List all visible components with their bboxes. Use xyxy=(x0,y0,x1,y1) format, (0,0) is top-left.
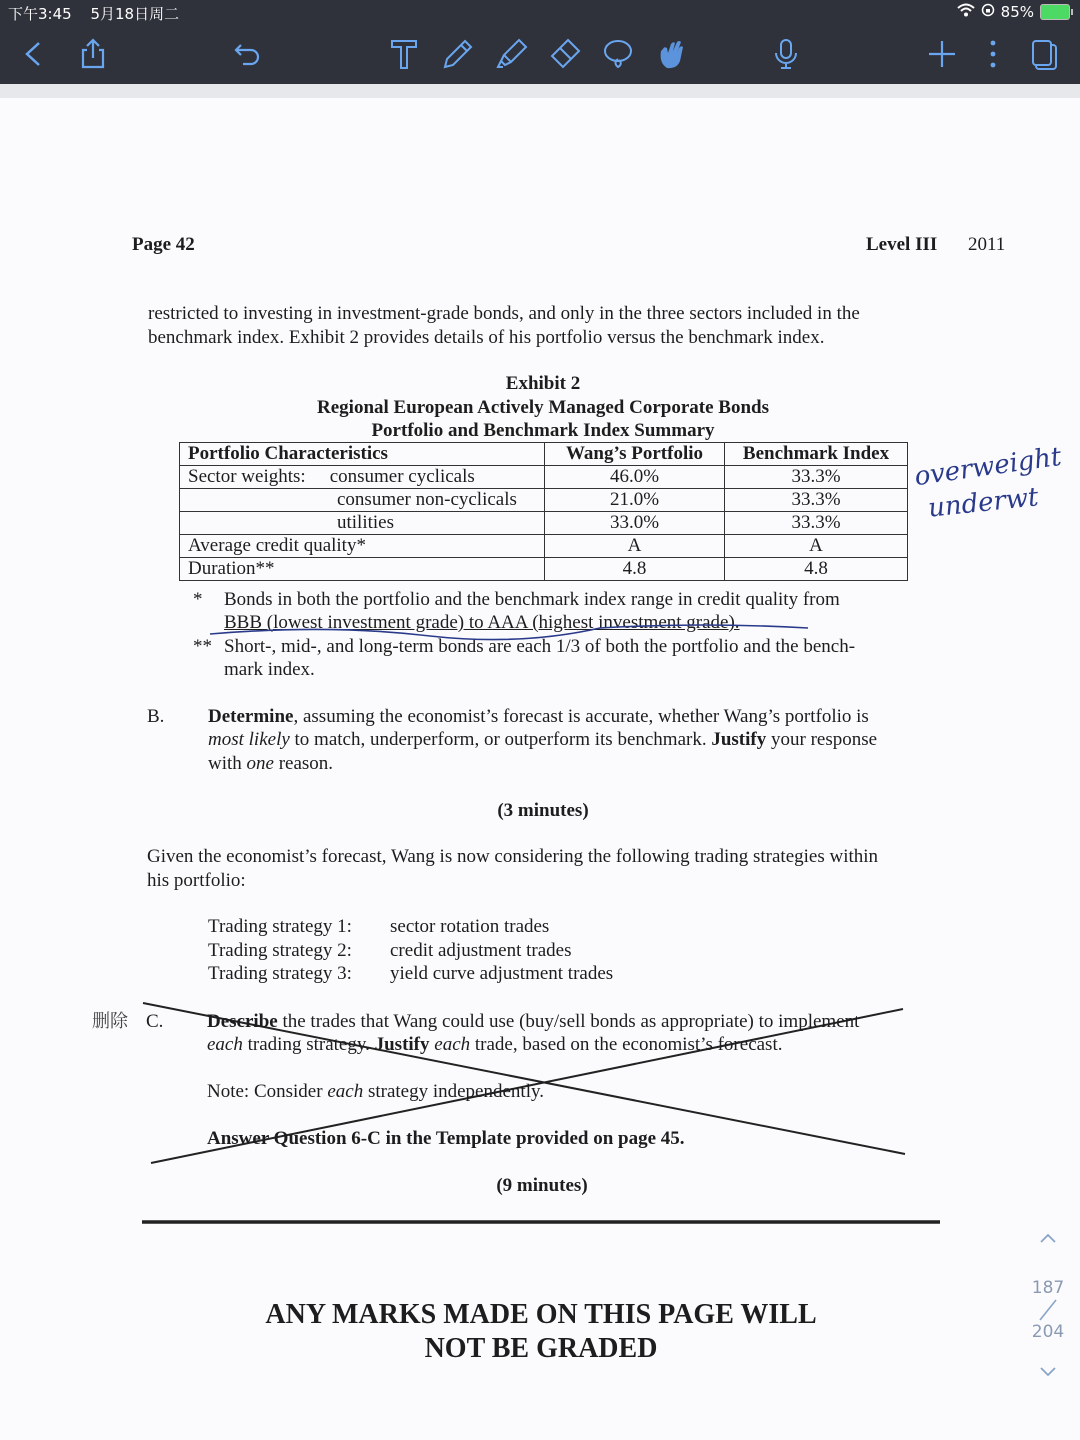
chevron-up-icon[interactable] xyxy=(1016,1230,1080,1260)
question-c-note xyxy=(207,1080,544,1104)
exhibit-title: Exhibit 2 xyxy=(505,373,581,394)
question-c-label: C. xyxy=(146,1011,164,1032)
table-cell: 21.0% xyxy=(545,489,725,512)
page-navigator xyxy=(1016,1230,1080,1384)
text: the trades that Wang could use (buy/sell bonds as appropriate) to implement xyxy=(277,1011,860,1032)
footnote2-line1: Short-, mid-, and long-term bonds are each 1/3 of both the portfolio and the bench- xyxy=(224,636,856,657)
table-header: Benchmark Index xyxy=(725,443,908,466)
strategy-label: Trading strategy 2: xyxy=(208,940,352,961)
emphasis: Justify xyxy=(711,729,767,750)
emphasis: Justify xyxy=(374,1034,430,1055)
question-c-line1 xyxy=(207,1010,859,1034)
table-cell: 33.0% xyxy=(545,512,725,535)
table-cell: 33.3% xyxy=(725,512,908,535)
level-header: Level III xyxy=(866,234,938,255)
question-c-answer-instruction: Answer Question 6-C in the Template provided on page 45. xyxy=(207,1128,685,1149)
text: , assuming the economist’s forecast is accurate, whether Wang’s portfolio is xyxy=(293,706,869,727)
text: your response xyxy=(766,729,878,750)
table-header: Wang’s Portfolio xyxy=(545,443,725,466)
emphasis: each xyxy=(327,1081,364,1102)
battery-percent: 85% xyxy=(1000,3,1034,21)
text: trading strategy. xyxy=(242,1034,375,1055)
delete-annotation: 删除 xyxy=(92,1011,128,1032)
intro-text-line1: restricted to investing in investment-grade bonds, and only in the three sectors included in the xyxy=(148,303,860,324)
handwritten-annotation-underweight: underwt xyxy=(926,482,1040,524)
question-b-line3 xyxy=(208,752,333,776)
question-c-line2 xyxy=(207,1033,782,1057)
exhibit-subtitle: Regional European Actively Managed Corporate Bonds xyxy=(317,397,769,418)
total-pages: 204 xyxy=(1031,1322,1065,1342)
question-b-label: B. xyxy=(147,706,165,727)
question-b-line1 xyxy=(208,705,869,729)
emphasis: one xyxy=(246,753,274,774)
handwritten-underline xyxy=(210,625,808,640)
emphasis: Describe xyxy=(207,1011,278,1032)
exhibit-subtitle2: Portfolio and Benchmark Index Summary xyxy=(371,420,715,441)
strategy-value: yield curve adjustment trades xyxy=(390,963,614,984)
table-cell: utilities xyxy=(180,512,545,535)
given-text-line2: his portfolio: xyxy=(147,870,246,891)
sector-weights-label: Sector weights: xyxy=(188,466,306,487)
footnote2-line2: mark index. xyxy=(224,659,315,680)
emphasis: most likely xyxy=(208,729,290,750)
status-date: 5月18日周二 xyxy=(90,5,180,23)
footer-warning-line2: NOT BE GRADED xyxy=(424,1333,658,1364)
emphasis: Determine xyxy=(208,706,294,727)
chevron-down-icon[interactable] xyxy=(1016,1364,1080,1384)
table-cell: Duration** xyxy=(180,558,545,581)
status-time: 下午3:45 xyxy=(8,5,72,23)
page-divider-slash-icon xyxy=(1016,1298,1080,1322)
table-cell: 4.8 xyxy=(545,558,725,581)
strategy-label: Trading strategy 3: xyxy=(208,963,352,984)
intro-text-line2: benchmark index. Exhibit 2 provides details of his portfolio versus the benchmark index. xyxy=(148,327,825,348)
question-b-line2 xyxy=(208,728,877,752)
footnote-marker: ** xyxy=(193,636,212,657)
table-header: Portfolio Characteristics xyxy=(180,443,545,466)
year-header: 2011 xyxy=(968,234,1006,255)
page-number-header: Page 42 xyxy=(132,234,195,255)
text: trade, based on the economist’s forecast. xyxy=(470,1034,783,1055)
table-cell: 4.8 xyxy=(725,558,908,581)
row-label: consumer cyclicals xyxy=(329,466,475,487)
emphasis: each xyxy=(434,1034,471,1055)
current-page: 187 xyxy=(1031,1278,1065,1298)
footnote1-line2: BBB (lowest investment grade) to AAA (highest investment grade). xyxy=(224,612,740,633)
emphasis: each xyxy=(207,1034,243,1055)
text: reason. xyxy=(273,753,334,774)
table-cell: 33.3% xyxy=(725,489,908,512)
question-b-time: (3 minutes) xyxy=(497,800,589,821)
footnote-marker: * xyxy=(193,589,203,610)
strategy-value: credit adjustment trades xyxy=(390,940,572,961)
handwritten-annotation-overweight: overweight xyxy=(912,441,1064,493)
text: Note: Consider xyxy=(207,1081,328,1102)
table-cell: A xyxy=(725,535,908,558)
table-cell: A xyxy=(545,535,725,558)
strategy-label: Trading strategy 1: xyxy=(208,916,352,937)
footnote1-line1: Bonds in both the portfolio and the benchmark index range in credit quality from xyxy=(224,589,840,610)
table-cell: 46.0% xyxy=(545,466,725,489)
strategy-value: sector rotation trades xyxy=(390,916,550,937)
footer-warning-line1: ANY MARKS MADE ON THIS PAGE WILL xyxy=(265,1299,817,1330)
question-c-time: (9 minutes) xyxy=(496,1175,588,1196)
given-text-line1: Given the economist’s forecast, Wang is now considering the following trading strategies within xyxy=(147,846,879,867)
text: strategy independently. xyxy=(363,1081,544,1102)
table-cell: Average credit quality* xyxy=(180,535,545,558)
text: with xyxy=(208,753,247,774)
text: to match, underperform, or outperform its benchmark. xyxy=(289,729,712,750)
table-cell: consumer non-cyclicals xyxy=(180,489,545,512)
table-cell: 33.3% xyxy=(725,466,908,489)
